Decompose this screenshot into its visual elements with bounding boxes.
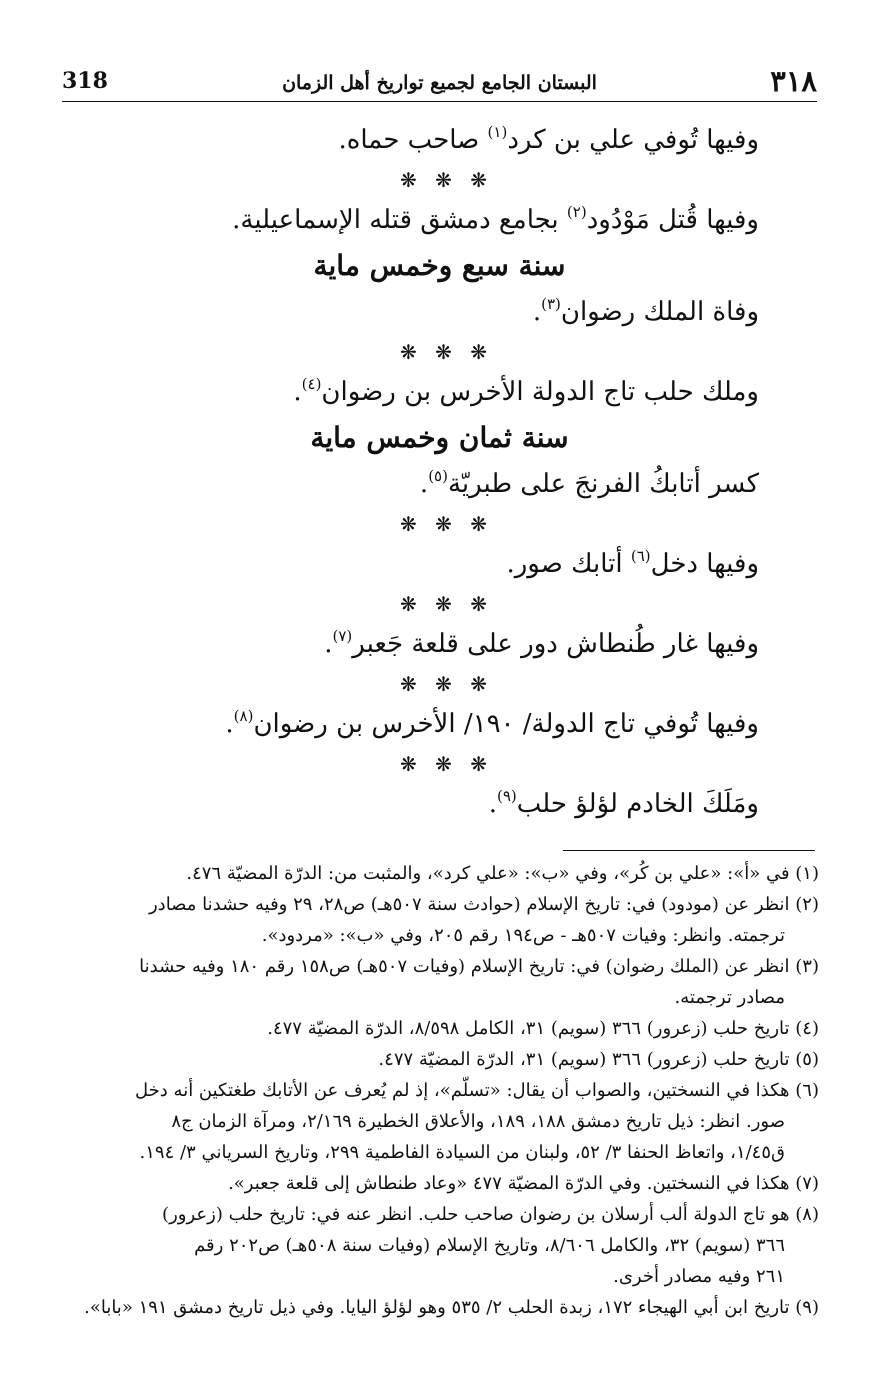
footnote-ref-7[interactable]: (٧) (332, 627, 353, 645)
footnote-rule (563, 850, 815, 851)
text-line-4: وملك حلب تاج الدولة الأخرس بن رضوان$^{(٤)}$. (293, 375, 759, 407)
footnote-1: (١) في «أ»: «علي بن كُر»، وفي «ب»: «علي كرد»، والمثبت من: الدرّة المضيّة ٤٧٦. (186, 863, 819, 884)
footnote-3: (٣) انظر عن (الملك رضوان) في: تاريخ الإسلام (وفيات ٥٠٧هـ) ص١٥٨ رقم ١٨٠ وفيه حشدنا مصادر ترجمته. (139, 956, 819, 1008)
text-line-2: وفيها قُتل مَوْدُود$^{(٢)}$ بجامع دمشق قتله الإسماعيلية. (232, 203, 759, 235)
footnote-7: (٧) هكذا في النسختين. وفي الدرّة المضيّة ٤٧٧ «وعاد طنطاش إلى قلعة جعبر». (228, 1173, 819, 1194)
footnote-4: (٤) تاريخ حلب (زعرور) ٣٦٦ (سويم) ٣١، الكامل ٨/٥٩٨، الدرّة المضيّة ٤٧٧. (267, 1018, 819, 1039)
text-line-3: وفاة الملك رضوان$^{(٣)}$. (532, 295, 759, 327)
section-separator-1: ❋ ❋ ❋ (400, 168, 493, 192)
footnote-ref-2[interactable]: (٢) (566, 203, 587, 221)
footnote-ref-1[interactable]: (١) (487, 123, 508, 141)
footnote-9: (٩) تاريخ ابن أبي الهيجاء ١٧٢، زبدة الحلب ٢/ ٥٣٥ وهو لؤلؤ اليايا. وفي ذيل تاريخ دمشق ١٩١ «بابا». (84, 1297, 819, 1318)
section-separator-3: ❋ ❋ ❋ (400, 512, 493, 536)
footnote-2: (٢) انظر عن (مودود) في: تاريخ الإسلام (حوادث سنة ٥٠٧هـ) ص٢٨، ٢٩ وفيه حشدنا مصادر ترجمته. وانظر: وفيات ٥٠٧هـ - ص١٩٤ رقم ٢٠٥، وفي «ب»: «مردود». (148, 894, 819, 946)
footnote-ref-8[interactable]: (٨) (233, 707, 254, 725)
footnote-ref-6[interactable]: (٦) (630, 547, 651, 565)
footnotes (84, 858, 819, 1323)
footnote-5: (٥) تاريخ حلب (زعرور) ٣٦٦ (سويم) ٣١، الدرّة المضيّة ٤٧٧. (378, 1049, 819, 1070)
footnote-ref-4[interactable]: (٤) (301, 375, 322, 393)
section-separator-4: ❋ ❋ ❋ (400, 592, 493, 616)
text-line-5: كسر أتابكُ الفرنجَ على طبريّة$^{(٥)}$. (419, 467, 759, 499)
year-heading-508: سنة ثمان وخمس ماية (310, 421, 569, 454)
main-text (100, 118, 759, 826)
text-line-6: وفيها دخل$^{(٦)}$ أتابك صور. (506, 547, 759, 579)
year-heading-507: سنة سبع وخمس ماية (313, 249, 566, 282)
text-line-8: وفيها تُوفي تاج الدولة/ ١٩٠/ الأخرس بن رضوان$^{(٨)}$. (225, 707, 759, 739)
text-line-1: وفيها تُوفي علي بن كرد$^{(١)}$ صاحب حماه. (338, 123, 759, 155)
footnote-ref-3[interactable]: (٣) (541, 295, 561, 313)
footnote-ref-9[interactable]: (٩) (496, 787, 517, 805)
section-separator-5: ❋ ❋ ❋ (400, 672, 493, 696)
page-number-latin: 318 (62, 68, 108, 94)
page-number-arabic: ٣١٨ (770, 64, 817, 98)
section-separator-2: ❋ ❋ ❋ (400, 340, 493, 364)
running-header (62, 62, 817, 102)
text-line-9: ومَلَكَ الخادم لؤلؤ حلب$^{(٩)}$. (488, 787, 759, 819)
footnote-6: (٦) هكذا في النسختين، والصواب أن يقال: «تسلّم»، إذ لم يُعرف عن الأتابك طغتكين أنه دخل صور. انظر: ذيل تاريخ دمشق ١٨٨، ١٨٩، والأعلاق الخطيرة ٢/١٦٩، ومرآة الزمان ج٨ ق١/٤٥، واتعاظ الحنفا ٣/ ٥٢، ولبنان من السيادة الفاطمية ٢٩٩، وتاريخ السرياني ٣/ ١٩٤. (135, 1080, 819, 1163)
book-title: البستان الجامع لجميع تواريخ أهل الزمان (282, 72, 597, 94)
section-separator-6: ❋ ❋ ❋ (400, 752, 493, 776)
footnote-8: (٨) هو تاج الدولة ألب أرسلان بن رضوان صاحب حلب. انظر عنه في: تاريخ حلب (زعرور) ٣٦٦ (سويم) ٣٢، والكامل ٨/٦٠٦، وتاريخ الإسلام (وفيات سنة ٥٠٨هـ) ص٢٠٢ رقم ٢٦١ وفيه مصادر أخرى. (162, 1204, 819, 1287)
text-line-7: وفيها غار طُنطاش دور على قلعة جَعبر$^{(٧)}$. (324, 627, 759, 659)
header-rule (62, 101, 817, 102)
footnote-ref-5[interactable]: (٥) (428, 467, 448, 485)
